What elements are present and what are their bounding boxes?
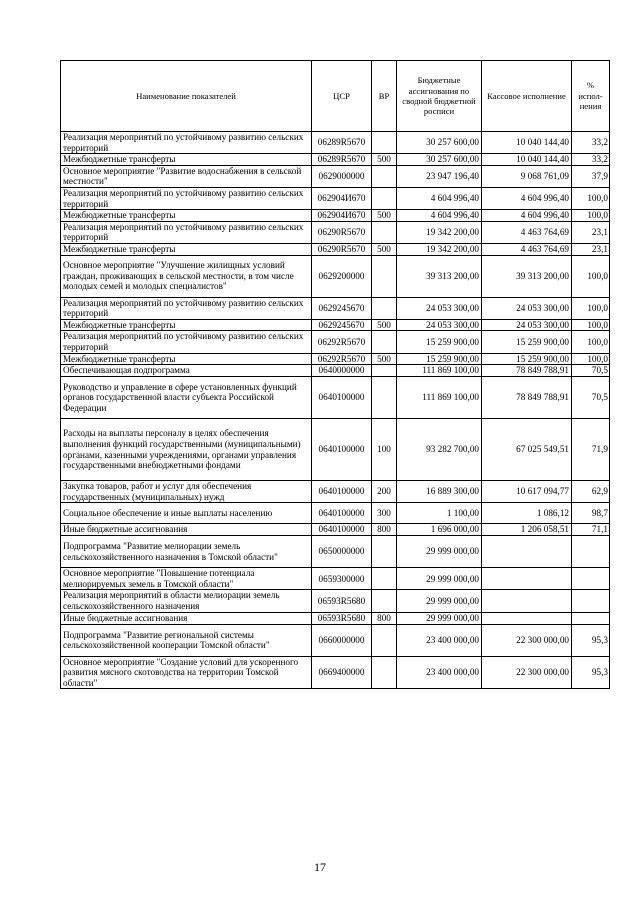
cell-budget: 19 342 200,00 bbox=[397, 221, 482, 243]
cell-csr: 0659300000 bbox=[312, 568, 372, 590]
cell-csr: 06292R5670 bbox=[312, 331, 372, 353]
cell-csr: 062904И670 bbox=[312, 187, 372, 209]
cell-pct: 71,9 bbox=[572, 419, 610, 481]
cell-name: Реализация мероприятий по устойчивому развитию сельских территорий bbox=[61, 221, 312, 243]
table-row bbox=[61, 365, 610, 377]
table-row bbox=[61, 536, 610, 568]
header-name: Наименование показателей bbox=[61, 61, 312, 132]
cell-vr bbox=[372, 221, 397, 243]
cell-name: Реализация мероприятий по устойчивому развитию сельских территорий bbox=[61, 297, 312, 319]
cell-vr: 800 bbox=[372, 524, 397, 536]
document-page bbox=[60, 60, 609, 689]
cell-cash: 10 617 094,77 bbox=[482, 481, 572, 503]
cell-pct: 70,5 bbox=[572, 377, 610, 419]
cell-cash: 78 849 788,91 bbox=[482, 365, 572, 377]
cell-vr: 500 bbox=[372, 210, 397, 222]
cell-pct bbox=[572, 536, 610, 568]
table-row bbox=[61, 503, 610, 524]
table-row bbox=[61, 377, 610, 419]
cell-budget: 29 999 000,00 bbox=[397, 590, 482, 612]
cell-cash bbox=[482, 536, 572, 568]
cell-budget: 4 604 996,40 bbox=[397, 187, 482, 209]
cell-csr: 0640100000 bbox=[312, 377, 372, 419]
table-row bbox=[61, 624, 610, 656]
cell-pct: 62,9 bbox=[572, 481, 610, 503]
header-pct: % испол-нения bbox=[572, 61, 610, 132]
table-row bbox=[61, 319, 610, 331]
cell-csr: 0640100000 bbox=[312, 524, 372, 536]
cell-pct: 70,5 bbox=[572, 365, 610, 377]
table-header-row bbox=[61, 61, 610, 132]
cell-name: Расходы на выплаты персоналу в целях обеспечения выполнения функций государственными (муниципальными) органами, казенными учреждениями, органами управления государственными внебюджетными фондами bbox=[61, 419, 312, 481]
cell-vr bbox=[372, 365, 397, 377]
cell-name: Основное мероприятие "Повышение потенциала мелиорируемых земель в Томской области" bbox=[61, 568, 312, 590]
cell-name: Межбюджетные трансферты bbox=[61, 353, 312, 365]
cell-csr: 06290R5670 bbox=[312, 221, 372, 243]
cell-pct: 100,0 bbox=[572, 187, 610, 209]
cell-cash: 22 300 000,00 bbox=[482, 656, 572, 689]
cell-name: Социальное обеспечение и иные выплаты населению bbox=[61, 503, 312, 524]
cell-budget: 23 400 000,00 bbox=[397, 624, 482, 656]
cell-csr: 062904И670 bbox=[312, 210, 372, 222]
cell-name: Межбюджетные трансферты bbox=[61, 319, 312, 331]
table-row bbox=[61, 154, 610, 166]
cell-budget: 111 869 100,00 bbox=[397, 365, 482, 377]
cell-cash: 4 604 996,40 bbox=[482, 187, 572, 209]
cell-vr bbox=[372, 132, 397, 154]
cell-pct bbox=[572, 612, 610, 624]
cell-pct bbox=[572, 590, 610, 612]
cell-pct: 100,0 bbox=[572, 319, 610, 331]
cell-pct: 100,0 bbox=[572, 297, 610, 319]
cell-name: Межбюджетные трансферты bbox=[61, 154, 312, 166]
cell-budget: 30 257 600,00 bbox=[397, 132, 482, 154]
cell-vr bbox=[372, 624, 397, 656]
cell-budget: 93 282 700,00 bbox=[397, 419, 482, 481]
cell-cash: 39 313 200,00 bbox=[482, 255, 572, 297]
cell-cash bbox=[482, 612, 572, 624]
cell-cash: 9 068 761,09 bbox=[482, 165, 572, 187]
cell-cash: 4 463 764,69 bbox=[482, 221, 572, 243]
cell-budget: 29 999 000,00 bbox=[397, 612, 482, 624]
cell-budget: 24 053 300,00 bbox=[397, 319, 482, 331]
cell-budget: 29 999 000,00 bbox=[397, 536, 482, 568]
cell-vr: 300 bbox=[372, 503, 397, 524]
cell-vr: 500 bbox=[372, 154, 397, 166]
cell-vr: 500 bbox=[372, 319, 397, 331]
cell-budget: 15 259 900,00 bbox=[397, 331, 482, 353]
cell-pct: 100,0 bbox=[572, 331, 610, 353]
header-vr: ВР bbox=[372, 61, 397, 132]
table-row bbox=[61, 612, 610, 624]
cell-vr: 200 bbox=[372, 481, 397, 503]
budget-table bbox=[60, 60, 610, 689]
table-row bbox=[61, 353, 610, 365]
cell-csr: 06289R5670 bbox=[312, 154, 372, 166]
cell-cash: 15 259 900,00 bbox=[482, 331, 572, 353]
cell-budget: 111 869 100,00 bbox=[397, 377, 482, 419]
cell-vr bbox=[372, 377, 397, 419]
cell-name: Закупка товаров, работ и услуг для обеспечения государственных (муниципальных) нужд bbox=[61, 481, 312, 503]
table-row bbox=[61, 255, 610, 297]
cell-cash: 22 300 000,00 bbox=[482, 624, 572, 656]
cell-cash bbox=[482, 590, 572, 612]
cell-name: Реализация мероприятий по устойчивому развитию сельских территорий bbox=[61, 331, 312, 353]
cell-name: Межбюджетные трансферты bbox=[61, 243, 312, 255]
cell-csr: 0640100000 bbox=[312, 481, 372, 503]
cell-name: Обеспечивающая подпрограмма bbox=[61, 365, 312, 377]
cell-cash: 24 053 300,00 bbox=[482, 319, 572, 331]
table-row bbox=[61, 187, 610, 209]
cell-csr: 0640100000 bbox=[312, 419, 372, 481]
cell-pct: 23,1 bbox=[572, 221, 610, 243]
cell-cash: 4 463 764,69 bbox=[482, 243, 572, 255]
cell-vr bbox=[372, 297, 397, 319]
cell-csr: 0640000000 bbox=[312, 365, 372, 377]
cell-vr: 100 bbox=[372, 419, 397, 481]
cell-csr: 06290R5670 bbox=[312, 243, 372, 255]
cell-budget: 39 313 200,00 bbox=[397, 255, 482, 297]
cell-pct: 100,0 bbox=[572, 210, 610, 222]
cell-budget: 16 889 300,00 bbox=[397, 481, 482, 503]
cell-cash: 24 053 300,00 bbox=[482, 297, 572, 319]
cell-vr bbox=[372, 568, 397, 590]
cell-cash: 1 206 058,51 bbox=[482, 524, 572, 536]
cell-budget: 29 999 000,00 bbox=[397, 568, 482, 590]
table-row bbox=[61, 331, 610, 353]
cell-vr bbox=[372, 165, 397, 187]
cell-name: Иные бюджетные ассигнования bbox=[61, 612, 312, 624]
table-row bbox=[61, 656, 610, 689]
cell-budget: 15 259 900,00 bbox=[397, 353, 482, 365]
cell-vr: 500 bbox=[372, 243, 397, 255]
cell-name: Реализация мероприятий по устойчивому развитию сельских территорий bbox=[61, 187, 312, 209]
cell-pct: 100,0 bbox=[572, 353, 610, 365]
cell-cash: 15 259 900,00 bbox=[482, 353, 572, 365]
cell-name: Реализация мероприятий в области мелиорации земель сельскохозяйственного назначения bbox=[61, 590, 312, 612]
cell-csr: 06593R5680 bbox=[312, 612, 372, 624]
table-row bbox=[61, 568, 610, 590]
cell-csr: 0640100000 bbox=[312, 503, 372, 524]
header-csr: ЦСР bbox=[312, 61, 372, 132]
cell-pct: 95,3 bbox=[572, 656, 610, 689]
cell-cash bbox=[482, 568, 572, 590]
table-row bbox=[61, 524, 610, 536]
cell-budget: 23 400 000,00 bbox=[397, 656, 482, 689]
cell-cash: 4 604 996,40 bbox=[482, 210, 572, 222]
cell-cash: 67 025 549,51 bbox=[482, 419, 572, 481]
cell-vr: 500 bbox=[372, 353, 397, 365]
cell-vr bbox=[372, 331, 397, 353]
cell-budget: 4 604 996,40 bbox=[397, 210, 482, 222]
table-body bbox=[61, 132, 610, 689]
table-row bbox=[61, 165, 610, 187]
cell-csr: 06593R5680 bbox=[312, 590, 372, 612]
cell-pct: 95,3 bbox=[572, 624, 610, 656]
cell-budget: 24 053 300,00 bbox=[397, 297, 482, 319]
cell-csr: 06289R5670 bbox=[312, 132, 372, 154]
cell-budget: 30 257 600,00 bbox=[397, 154, 482, 166]
cell-cash: 1 086,12 bbox=[482, 503, 572, 524]
table-row bbox=[61, 210, 610, 222]
cell-pct: 71,1 bbox=[572, 524, 610, 536]
cell-budget: 19 342 200,00 bbox=[397, 243, 482, 255]
cell-name: Подпрограмма "Развитие мелиорации земель сельскохозяйственного назначения в Томской области" bbox=[61, 536, 312, 568]
cell-pct bbox=[572, 568, 610, 590]
cell-pct: 100,0 bbox=[572, 255, 610, 297]
cell-name: Руководство и управление в сфере установленных функций органов государственной власти субъекта Российской Федерации bbox=[61, 377, 312, 419]
cell-budget: 1 100,00 bbox=[397, 503, 482, 524]
cell-csr: 0669400000 bbox=[312, 656, 372, 689]
cell-pct: 33,2 bbox=[572, 132, 610, 154]
cell-csr: 0629200000 bbox=[312, 255, 372, 297]
cell-name: Иные бюджетные ассигнования bbox=[61, 524, 312, 536]
cell-csr: 0650000000 bbox=[312, 536, 372, 568]
cell-pct: 23,1 bbox=[572, 243, 610, 255]
table-row bbox=[61, 221, 610, 243]
cell-csr: 0629245670 bbox=[312, 319, 372, 331]
cell-csr: 0629245670 bbox=[312, 297, 372, 319]
cell-vr bbox=[372, 536, 397, 568]
page-number: 17 bbox=[314, 860, 326, 874]
cell-name: Подпрограмма "Развитие региональной системы сельскохозяйственной кооперации Томской области" bbox=[61, 624, 312, 656]
cell-pct: 33,2 bbox=[572, 154, 610, 166]
cell-budget: 23 947 196,40 bbox=[397, 165, 482, 187]
table-row bbox=[61, 243, 610, 255]
cell-pct: 37,9 bbox=[572, 165, 610, 187]
table-row bbox=[61, 297, 610, 319]
cell-name: Реализация мероприятий по устойчивому развитию сельских территорий bbox=[61, 132, 312, 154]
cell-csr: 0629000000 bbox=[312, 165, 372, 187]
header-cash: Кассовое исполнение bbox=[482, 61, 572, 132]
table-row bbox=[61, 132, 610, 154]
cell-name: Межбюджетные трансферты bbox=[61, 210, 312, 222]
table-row bbox=[61, 419, 610, 481]
cell-csr: 0660000000 bbox=[312, 624, 372, 656]
cell-vr bbox=[372, 590, 397, 612]
cell-name: Основное мероприятие "Развитие водоснабжения в сельской местности" bbox=[61, 165, 312, 187]
table-row bbox=[61, 590, 610, 612]
cell-cash: 10 040 144,40 bbox=[482, 132, 572, 154]
cell-cash: 78 849 788,91 bbox=[482, 377, 572, 419]
cell-name: Основное мероприятие "Улучшение жилищных условий граждан, проживающих в сельской местности, в том числе молодых семей и молодых специалистов" bbox=[61, 255, 312, 297]
cell-vr bbox=[372, 255, 397, 297]
cell-csr: 06292R5670 bbox=[312, 353, 372, 365]
cell-budget: 1 696 000,00 bbox=[397, 524, 482, 536]
cell-vr: 800 bbox=[372, 612, 397, 624]
cell-cash: 10 040 144,40 bbox=[482, 154, 572, 166]
header-budget: Бюджетные ассигнования по сводной бюджетной росписи bbox=[397, 61, 482, 132]
cell-vr bbox=[372, 656, 397, 689]
cell-name: Основное мероприятие "Создание условий для ускоренного развития мясного скотоводства на территории Томской области" bbox=[61, 656, 312, 689]
cell-vr bbox=[372, 187, 397, 209]
table-row bbox=[61, 481, 610, 503]
cell-pct: 98,7 bbox=[572, 503, 610, 524]
